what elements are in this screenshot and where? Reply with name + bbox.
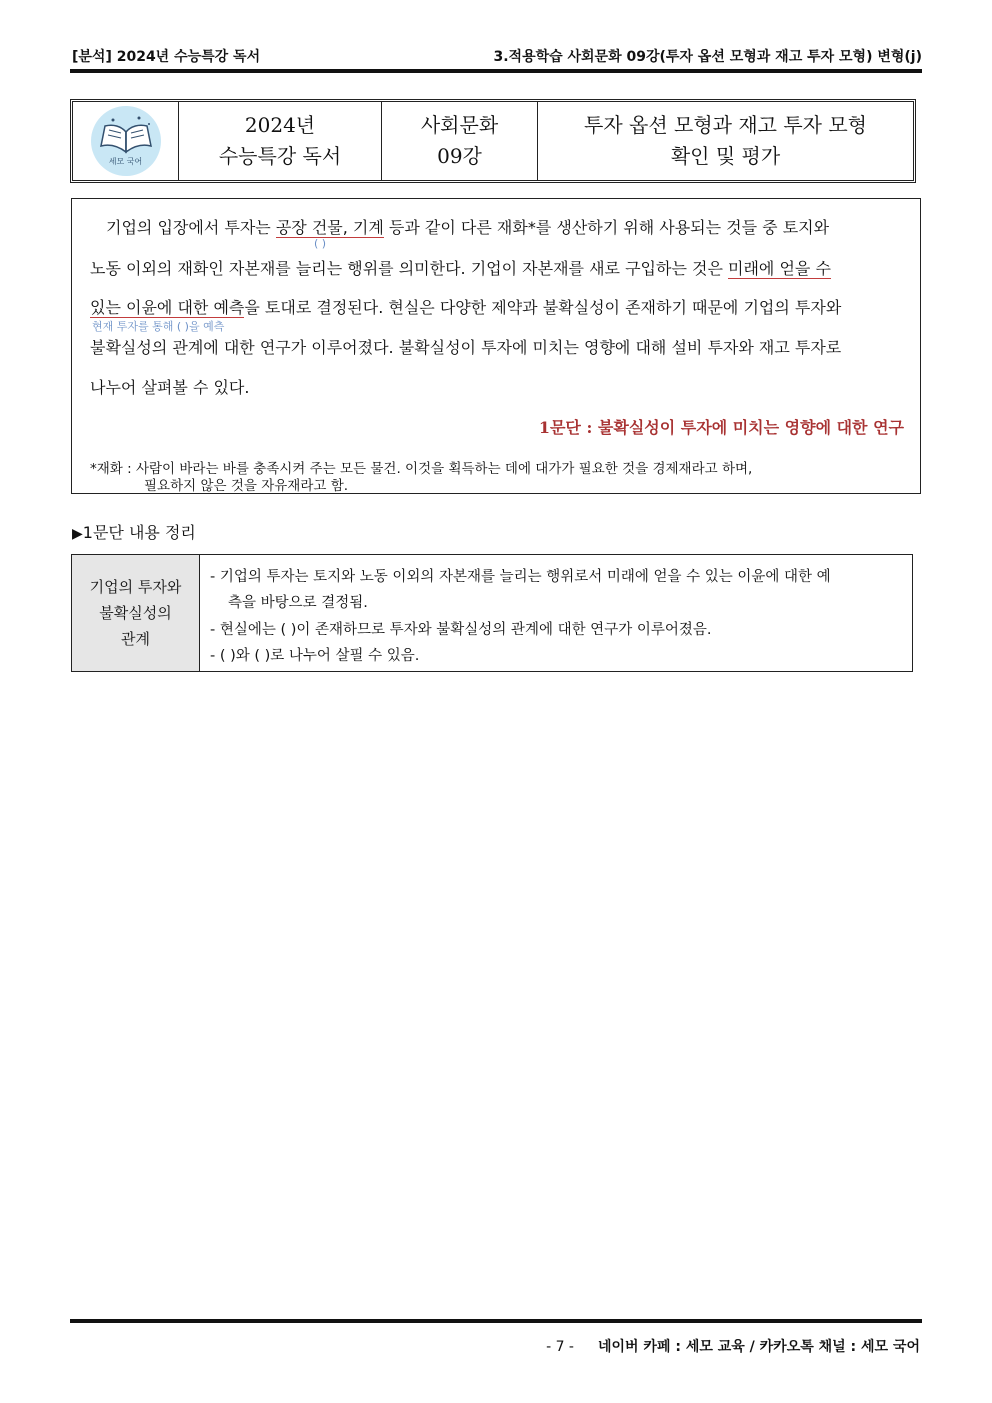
summary-line-2: - 현실에는 ( )이 존재하므로 투자와 불확실성의 관계에 대한 연구가 이루어졌음. — [210, 622, 712, 638]
logo-cell — [73, 102, 179, 180]
footer-rule — [70, 1319, 922, 1323]
underlined-phrase: 미래에 얻을 수 — [728, 259, 831, 278]
passage-line-2: 노동 이외의 재화인 자본재를 늘리는 행위를 의미한다. 기업이 자본재를 새로 구입하는 것은 미래에 얻을 수 — [90, 259, 831, 278]
passage-box — [71, 198, 921, 494]
summary-line-1: - 기업의 투자는 토지와 노동 이외의 자본재를 늘리는 행위로서 미래에 얻을 수 있는 이윤에 대한 예 — [210, 569, 831, 585]
passage-line-5: 나누어 살펴볼 수 있다. — [90, 378, 250, 397]
footer — [546, 1336, 920, 1356]
footnote-line-1: *재화 : 사람이 바라는 바를 충족시켜 주는 모든 물건. 이것을 획득하는 데에 대가가 필요한 것을 경제재라고 하며, — [90, 461, 753, 477]
summary-line-1-cont: 측을 바탕으로 결정됨. — [228, 595, 368, 611]
header-right: 3.적용학습 사회문화 09강(투자 옵션 모형과 재고 투자 모형) 변형(j) — [493, 49, 922, 65]
passage-line-1: 기업의 입장에서 투자는 공장 건물, 기계 등과 같이 다른 재화*를 생산하기 위해 사용되는 것들 중 토지와 — [106, 218, 830, 237]
footer-text: 네이버 카페 : 세모 교육 / 카카오톡 채널 : 세모 국어 — [597, 1339, 920, 1355]
summary-label: 기업의 투자와 불확실성의 관계 — [72, 555, 200, 671]
passage-line-3: 있는 이윤에 대한 예측을 토대로 결정된다. 현실은 다양한 제약과 불확실성이 존재하기 때문에 기업의 투자와 — [90, 298, 842, 317]
underlined-phrase: 공장 건물, 기계 — [275, 218, 384, 237]
topic-line2: 확인 및 평가 — [670, 144, 781, 168]
header-left: [분석] 2024년 수능특강 독서 — [72, 49, 261, 65]
logo-text: 세모 국어 — [108, 157, 143, 166]
book-cell — [179, 102, 382, 180]
subject-line2: 09강 — [437, 144, 482, 168]
summary-line-3: - ( )와 ( )로 나누어 살필 수 있음. — [210, 648, 420, 664]
underlined-phrase: 있는 이윤에 대한 예측 — [90, 298, 245, 317]
header-rule — [70, 69, 922, 73]
logo — [91, 106, 161, 176]
paragraph-label: 1문단 : 불확실성이 투자에 미치는 영향에 대한 연구 — [538, 418, 904, 437]
subject-line1: 사회문화 — [420, 113, 499, 137]
section-heading: ▶1문단 내용 정리 — [72, 523, 196, 542]
subject-cell — [382, 102, 538, 180]
page-number: - 7 - — [546, 1339, 574, 1355]
topic-line1: 투자 옵션 모형과 재고 투자 모형 — [584, 113, 867, 137]
book-title-line1: 2024년 — [244, 113, 316, 137]
triangle-bullet-icon: ▶ — [72, 526, 83, 542]
blank-annotation: ( ) — [314, 237, 327, 250]
book-title-line2: 수능특강 독서 — [218, 144, 342, 168]
footnote-line-2: 필요하지 않은 것을 자유재라고 함. — [144, 478, 349, 494]
summary-table — [71, 554, 913, 672]
blank-annotation: 현재 투자를 통해 ( )을 예측 — [92, 320, 225, 333]
title-box — [70, 99, 916, 183]
topic-cell — [538, 102, 913, 180]
passage-line-4: 불확실성의 관계에 대한 연구가 이루어졌다. 불확실성이 투자에 미치는 영향에 대해 설비 투자와 재고 투자로 — [90, 338, 842, 357]
running-header — [72, 44, 922, 66]
